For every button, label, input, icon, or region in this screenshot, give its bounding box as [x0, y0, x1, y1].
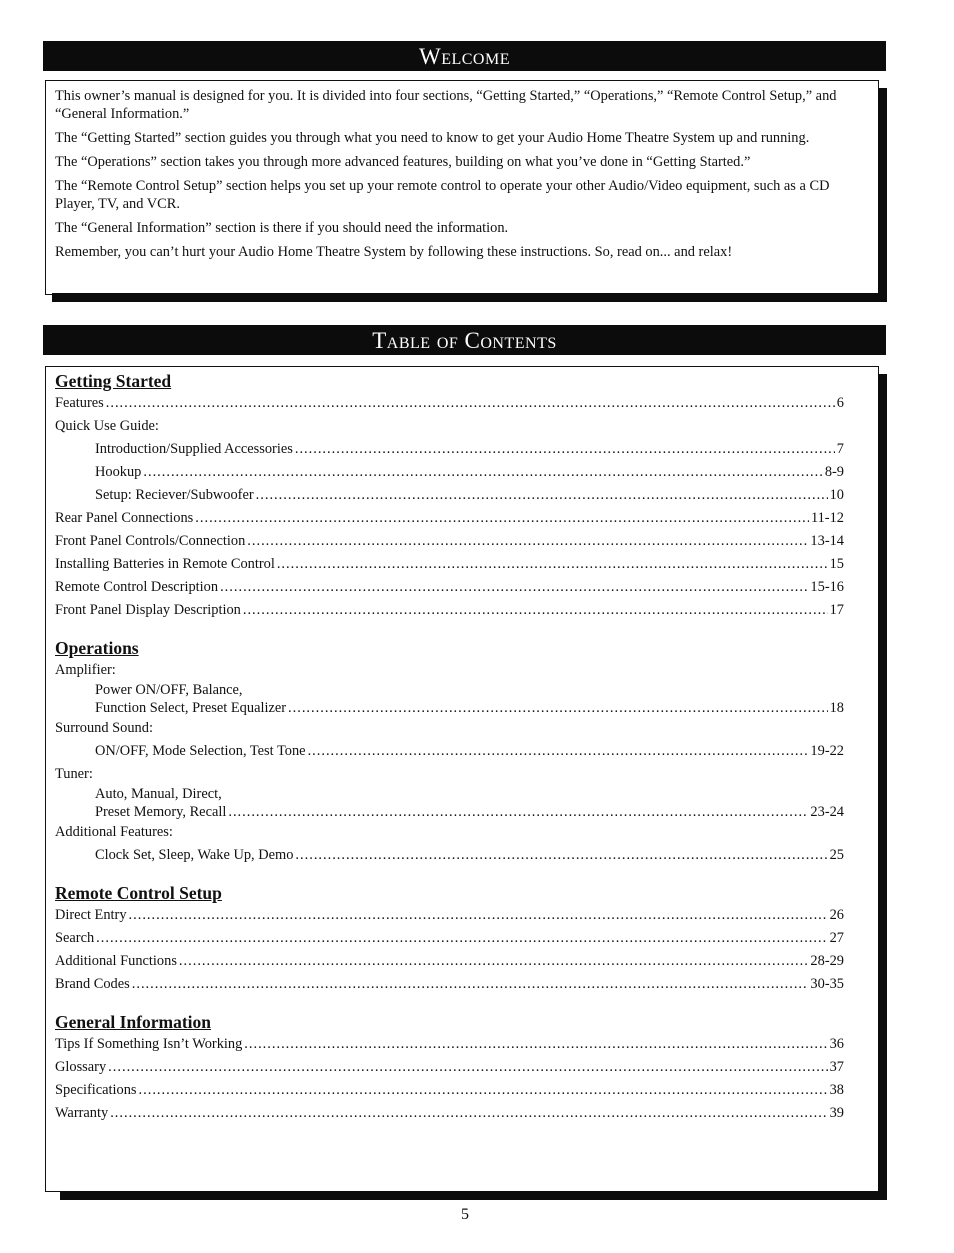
entry-page: 10 — [829, 487, 844, 503]
welcome-text — [55, 87, 870, 267]
entry-page: 28-29 — [810, 953, 844, 969]
section-heading-general-information: General Information — [55, 1012, 212, 1032]
section-heading-remote-setup: Remote Control Setup — [55, 883, 222, 903]
entry-label: Introduction/Supplied Accessories — [95, 441, 293, 457]
toc-entry[interactable] — [55, 1079, 844, 1102]
toc-entry[interactable] — [55, 740, 844, 763]
toc-entry[interactable] — [55, 507, 844, 530]
entry-label: Front Panel Controls/Connection — [55, 533, 246, 549]
page-number: 5 — [461, 1206, 469, 1223]
entry-label: Direct Entry — [55, 907, 127, 923]
spacer — [55, 867, 844, 882]
dot-leader — [106, 392, 835, 415]
toc-entry[interactable] — [55, 530, 844, 553]
toc-list — [55, 370, 844, 1125]
entry-label: Preset Memory, Recall — [95, 804, 227, 820]
toc-entry-line: Power ON/OFF, Balance, — [95, 682, 243, 698]
toc-entry[interactable] — [55, 599, 844, 622]
welcome-box-shadow — [878, 88, 887, 302]
toc-subheading: Surround Sound: — [55, 720, 153, 736]
dot-leader — [243, 599, 828, 622]
entry-page: 25 — [829, 847, 844, 863]
dot-leader — [139, 1079, 828, 1102]
entry-label: Features — [55, 395, 104, 411]
dot-leader — [277, 553, 828, 576]
entry-label: Glossary — [55, 1059, 107, 1075]
entry-label: Rear Panel Connections — [55, 510, 194, 526]
dot-leader — [132, 973, 809, 996]
toc-entry[interactable] — [55, 844, 844, 867]
toc-entry[interactable] — [55, 699, 844, 717]
entry-page: 8-9 — [824, 464, 844, 480]
toc-entry-line: Auto, Manual, Direct, — [95, 786, 222, 802]
welcome-title: Welcome — [419, 44, 510, 69]
dot-leader — [228, 803, 808, 821]
entry-label: Installing Batteries in Remote Control — [55, 556, 275, 572]
entry-page: 36 — [829, 1036, 844, 1052]
entry-label: Warranty — [55, 1105, 109, 1121]
entry-page: 26 — [829, 907, 844, 923]
toc-entry[interactable] — [55, 438, 844, 461]
toc-box-shadow-bottom — [60, 1191, 887, 1200]
toc-entry[interactable] — [55, 973, 844, 996]
entry-page: 15-16 — [810, 579, 844, 595]
dot-leader — [288, 699, 828, 717]
toc-subheading: Amplifier: — [55, 662, 116, 678]
entry-label: Front Panel Display Description — [55, 602, 241, 618]
dot-leader — [247, 530, 808, 553]
entry-label: Clock Set, Sleep, Wake Up, Demo — [95, 847, 294, 863]
welcome-paragraph: The “Operations” section takes you through more advanced features, building on what you’ve done in “Getting Started.” — [55, 154, 751, 170]
dot-leader — [179, 950, 809, 973]
toc-title: Table of Contents — [372, 328, 557, 353]
toc-entry[interactable] — [55, 461, 844, 484]
toc-entry[interactable] — [55, 484, 844, 507]
dot-leader — [308, 740, 809, 763]
dot-leader — [110, 1102, 827, 1125]
dot-leader — [220, 576, 808, 599]
toc-box-shadow — [878, 374, 887, 1200]
entry-page: 37 — [829, 1059, 844, 1075]
toc-entry[interactable] — [55, 392, 844, 415]
toc-entry[interactable] — [55, 803, 844, 821]
spacer — [55, 622, 844, 637]
entry-page: 7 — [836, 441, 844, 457]
entry-page: 15 — [829, 556, 844, 572]
toc-banner — [43, 325, 886, 355]
section-heading-operations: Operations — [55, 638, 139, 658]
welcome-paragraph: The “Getting Started” section guides you through what you need to know to get your Audio Home Theatre System up and running. — [55, 130, 810, 146]
entry-label: Function Select, Preset Equalizer — [95, 700, 287, 716]
toc-subheading: Tuner: — [55, 766, 93, 782]
entry-label: Setup: Reciever/Subwoofer — [95, 487, 254, 503]
dot-leader — [129, 904, 828, 927]
spacer — [55, 996, 844, 1011]
entry-label: Remote Control Description — [55, 579, 219, 595]
welcome-paragraph: The “Remote Control Setup” section helps you set up your remote control to operate your other Audio/Video equipment, such as a CD Player, TV, and VCR. — [55, 178, 830, 212]
dot-leader — [96, 927, 827, 950]
dot-leader — [295, 844, 827, 867]
welcome-banner — [43, 41, 886, 71]
entry-page: 27 — [829, 930, 844, 946]
dot-leader — [256, 484, 828, 507]
welcome-paragraph: The “General Information” section is there if you should need the information. — [55, 220, 509, 236]
entry-page: 11-12 — [810, 510, 844, 526]
dot-leader — [295, 438, 835, 461]
toc-subheading: Quick Use Guide: — [55, 418, 159, 434]
entry-page: 13-14 — [810, 533, 844, 549]
dot-leader — [108, 1056, 827, 1079]
toc-entry[interactable] — [55, 904, 844, 927]
entry-label: Hookup — [95, 464, 142, 480]
dot-leader — [195, 507, 809, 530]
entry-page: 18 — [829, 700, 844, 716]
entry-label: Specifications — [55, 1082, 137, 1098]
welcome-paragraph: Remember, you can’t hurt your Audio Home Theatre System by following these instructions. So, read on... and relax! — [55, 244, 733, 260]
entry-label: Additional Functions — [55, 953, 177, 969]
toc-entry[interactable] — [55, 1033, 844, 1056]
entry-label: Tips If Something Isn’t Working — [55, 1036, 243, 1052]
toc-entry[interactable] — [55, 950, 844, 973]
toc-entry[interactable] — [55, 553, 844, 576]
toc-entry[interactable] — [55, 1056, 844, 1079]
dot-leader — [143, 461, 822, 484]
dot-leader — [244, 1033, 827, 1056]
entry-label: ON/OFF, Mode Selection, Test Tone — [95, 743, 306, 759]
toc-subheading: Additional Features: — [55, 824, 173, 840]
section-heading-getting-started: Getting Started — [55, 371, 172, 391]
entry-page: 19-22 — [810, 743, 844, 759]
entry-page: 38 — [829, 1082, 844, 1098]
entry-page: 17 — [829, 602, 844, 618]
entry-label: Brand Codes — [55, 976, 130, 992]
entry-page: 39 — [829, 1105, 844, 1121]
entry-page: 23-24 — [810, 804, 844, 820]
toc-entry[interactable] — [55, 576, 844, 599]
entry-page: 30-35 — [810, 976, 844, 992]
entry-page: 6 — [836, 395, 844, 411]
welcome-box-shadow-bottom — [52, 293, 887, 302]
welcome-paragraph: This owner’s manual is designed for you. It is divided into four sections, “Getting Started,” “Operations,” “Remote Control Setup,” and “General Information.” — [55, 88, 837, 122]
toc-entry[interactable] — [55, 1102, 844, 1125]
toc-entry[interactable] — [55, 927, 844, 950]
entry-label: Search — [55, 930, 95, 946]
